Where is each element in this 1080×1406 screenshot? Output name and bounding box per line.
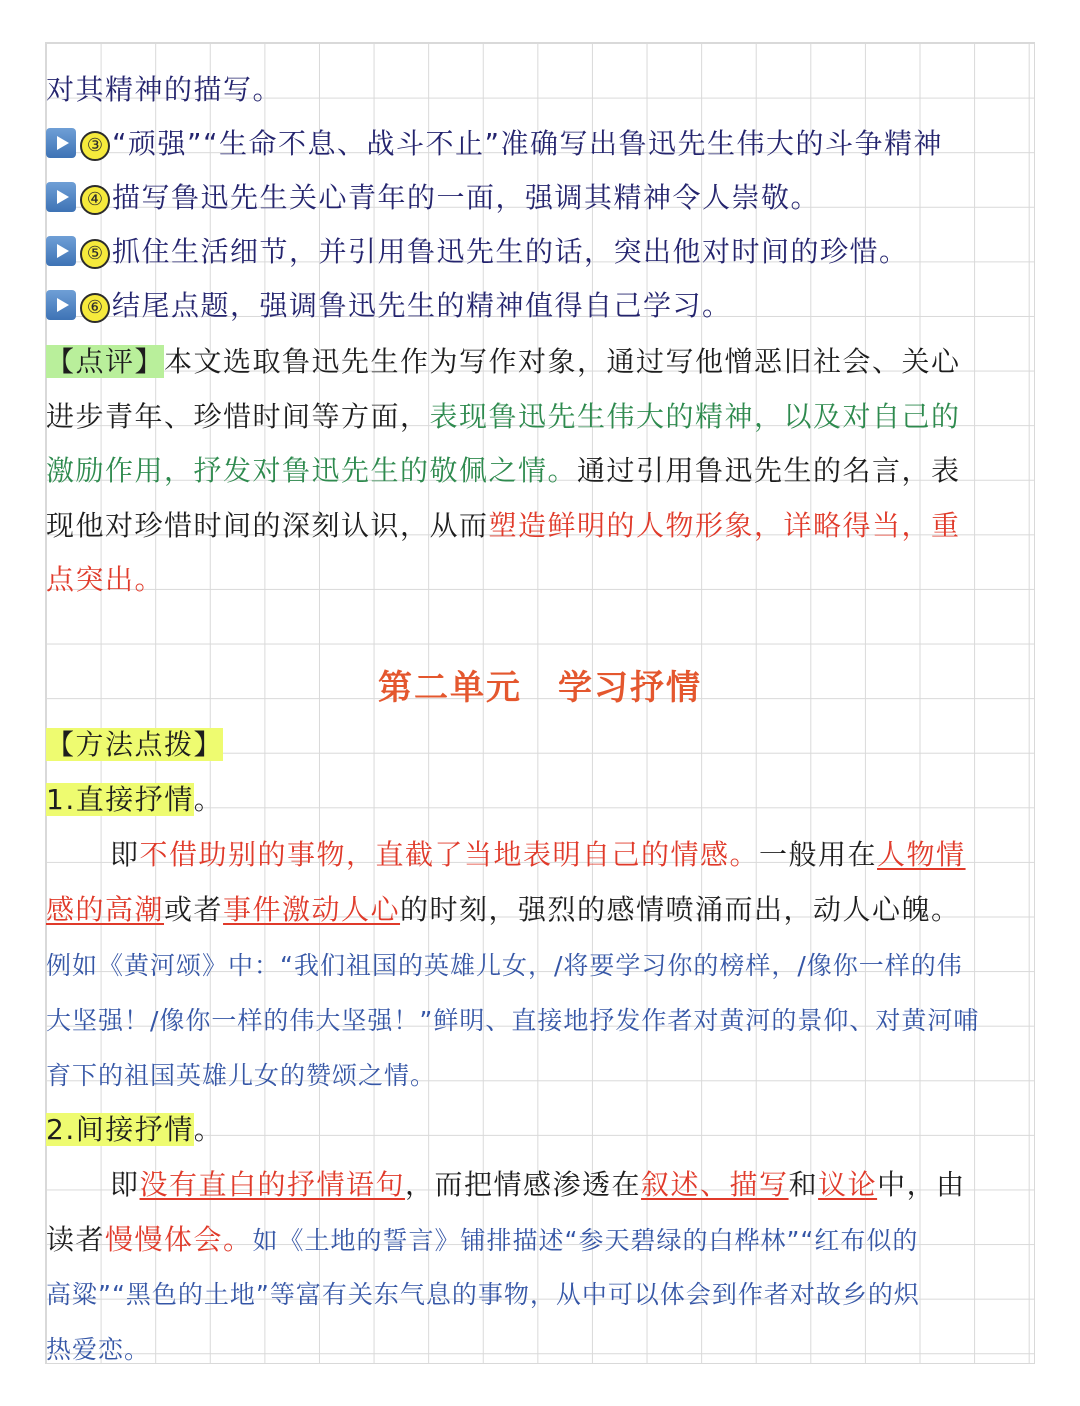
method-label: 【方法点拨】 [46, 728, 224, 761]
indirect-line [46, 1222, 1034, 1259]
text: 和 [788, 1168, 819, 1201]
list-item-4 [46, 180, 1034, 216]
method-label-line [46, 727, 1034, 763]
example-line [46, 1277, 1034, 1313]
review-line [46, 508, 1034, 544]
example-text: 例如《黄河颂》中：“我们祖国的英雄儿女，/将要学习你的榜样，/像你一样的伟 [46, 951, 963, 980]
red-underlined-text: 没有直白的抒情语句 [139, 1168, 406, 1201]
play-button-icon [46, 128, 76, 158]
direct-lyric-title: 1.直接抒情 [46, 783, 194, 816]
red-text: 慢慢体会。 [105, 1223, 253, 1256]
list-item-text: 结尾点题，强调鲁迅先生的精神值得自己学习。 [112, 289, 732, 322]
red-underlined-text: 感的高潮 [46, 893, 165, 926]
example-line [46, 1332, 1034, 1368]
list-item-text: 抓住生活细节，并引用鲁迅先生的话，突出他对时间的珍惜。 [112, 235, 909, 268]
list-item-text: “顽强”“生命不息、战斗不止”准确写出鲁迅先生伟大的斗争精神 [112, 127, 944, 160]
review-text: 本文选取鲁迅先生作为写作对象，通过写他憎恶旧社会、关心 [164, 345, 961, 378]
review-text: 现他对珍惜时间的深刻认识，从而 [46, 509, 489, 542]
review-highlight-green: 表现鲁迅先生伟大的精神，以及对自己的 [429, 400, 961, 433]
text: 或者 [164, 893, 224, 926]
red-text: 不借助别的事物，直截了当地表明自己的情感。 [139, 838, 760, 871]
text: 中，由 [877, 1168, 966, 1201]
example-line [46, 1003, 1034, 1039]
play-button-icon [46, 182, 76, 212]
circled-number-4: ④ [80, 185, 110, 215]
example-text: 热爱恋。 [46, 1335, 151, 1364]
red-underlined-text: 叙述、描写 [641, 1168, 789, 1201]
example-text: 高粱”“黑色的土地”等富有关东气息的事物，从中可以体会到作者对故乡的炽 [46, 1280, 920, 1309]
play-button-icon [46, 290, 76, 320]
text: 读者 [46, 1223, 106, 1256]
indirect-heading-line [46, 1112, 1034, 1148]
text: 即 [110, 1168, 140, 1201]
red-underlined-text: 议论 [818, 1168, 878, 1201]
circled-number-3: ③ [80, 131, 110, 161]
review-line [46, 453, 1034, 489]
example-text: 育下的祖国英雄儿女的赞颂之情。 [46, 1061, 437, 1090]
review-line [46, 344, 1034, 380]
review-line [46, 399, 1034, 435]
text: 一般用在 [759, 838, 878, 871]
list-item-5 [46, 234, 1034, 270]
text: 的时刻，强烈的感情喷涌而出，动人心魄。 [400, 893, 961, 926]
circled-number-6: ⑥ [80, 293, 110, 323]
example-line [46, 948, 1034, 984]
review-text: 通过引用鲁迅先生的名言，表 [577, 454, 961, 487]
list-item-6 [46, 288, 1034, 324]
circled-number-5: ⑤ [80, 239, 110, 269]
section-title: 第二单元 学习抒情 [378, 668, 702, 708]
punctuation: 。 [193, 783, 224, 816]
review-text: 进步青年、珍惜时间等方面， [46, 400, 430, 433]
review-line [46, 562, 1034, 598]
play-button-icon [46, 236, 76, 266]
text-line [46, 72, 1034, 108]
example-text: 如《土地的誓言》铺排描述“参天碧绿的白桦林”“红布似的 [252, 1226, 919, 1255]
example-line [46, 1058, 1034, 1094]
text: 即 [110, 838, 140, 871]
line-text: 对其精神的描写。 [46, 73, 283, 106]
text: ，而把情感渗透在 [405, 1168, 642, 1201]
list-item-3 [46, 126, 1034, 162]
indirect-line [46, 1167, 1034, 1203]
example-text: 大坚强！/像你一样的伟大坚强！”鲜明、直接地抒发作者对黄河的景仰、对黄河哺 [46, 1006, 980, 1035]
review-highlight-green: 激励作用，抒发对鲁迅先生的敬佩之情。 [46, 454, 578, 487]
punctuation: 。 [193, 1113, 224, 1146]
indirect-lyric-title: 2.间接抒情 [46, 1113, 194, 1146]
review-highlight-red: 塑造鲜明的人物形象，详略得当，重 [488, 509, 961, 542]
red-underlined-text: 事件激动人心 [223, 893, 401, 926]
review-label: 【点评】 [46, 345, 165, 378]
red-underlined-text: 人物情 [877, 838, 966, 871]
direct-line [46, 892, 1034, 928]
list-item-text: 描写鲁迅先生关心青年的一面，强调其精神令人崇敬。 [112, 181, 821, 214]
direct-line [46, 837, 1034, 873]
direct-heading-line [46, 782, 1034, 818]
review-text: 点突出。 [46, 563, 165, 596]
